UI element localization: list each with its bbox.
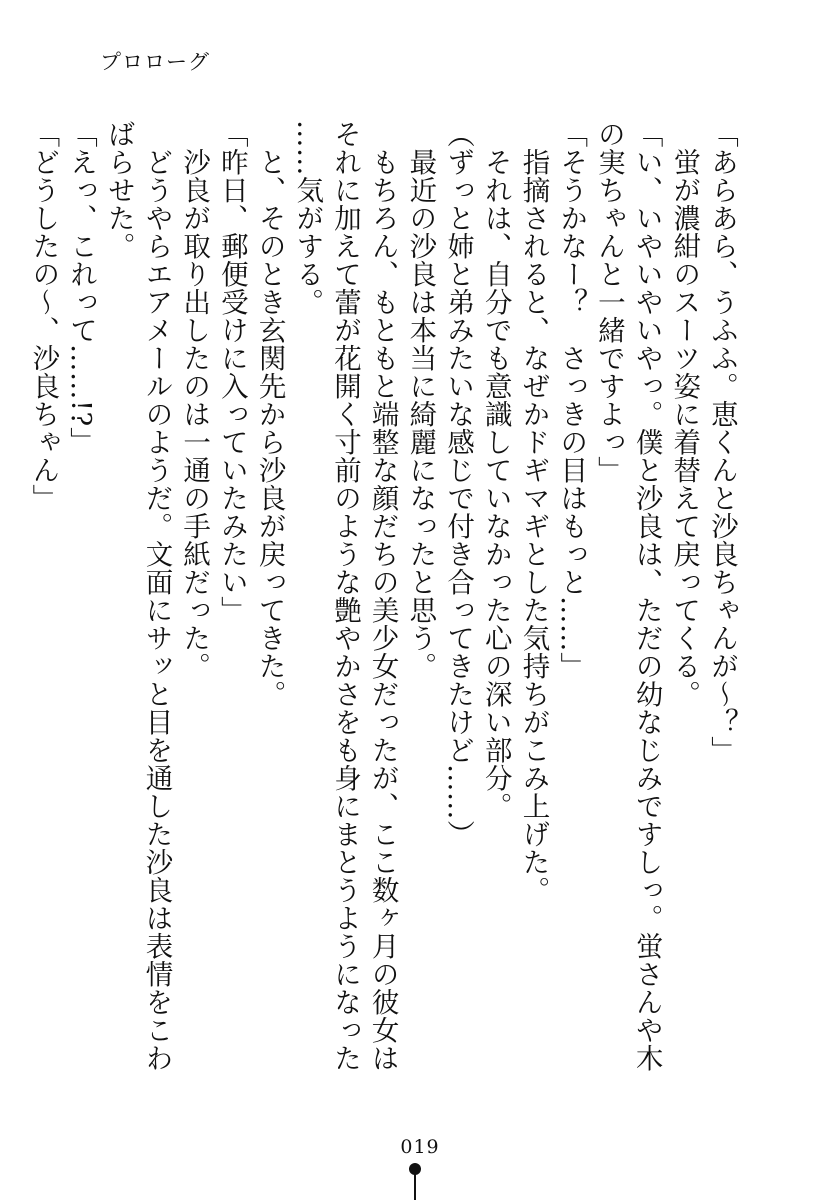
paragraph-6: それは、自分でも意識していなかった心の深い部分。 — [479, 147, 512, 820]
paragraph-9: もちろん、もともと端整な顔だちの美少女だったが、ここ数ヶ月の彼女はそれに加えて蕾が花開く寸前のような艶やかさをも身にまとうようになった……気がする。 — [291, 120, 399, 1072]
paragraph-13: どうやらエアメールのようだ。文面にサッと目を通した沙良は表情をこわばらせた。 — [102, 120, 173, 1072]
paragraph-14: 「えっ、これって……!?」 — [65, 120, 98, 455]
paragraph-3: 「い、いやいやいやっ。僕と沙良は、ただの幼なじみですしっ。蛍さんや木の実ちゃんと一緒ですよっ」 — [592, 120, 663, 1072]
paragraph-1: 「あらあら、うふふ。恵くんと沙良ちゃんが〜？」 — [706, 120, 738, 764]
page-number: 019 — [400, 1136, 440, 1158]
paragraph-8: 最近の沙良は本当に綺麗になったと思う。 — [404, 147, 437, 680]
paragraph-4: 「そうかなー？ さっきの目はもっと……」 — [555, 120, 588, 680]
folio-line-ornament — [414, 1170, 416, 1200]
paragraph-15: 「どうしたの〜、沙良ちゃん」 — [27, 120, 60, 512]
paragraph-2: 蛍が濃紺のスーツ姿に着替えて戻ってくる。 — [668, 147, 701, 708]
paragraph-10: と、そのとき玄関先から沙良が戻ってきた。 — [253, 147, 286, 708]
paragraph-12: 沙良が取り出したのは一通の手紙だった。 — [178, 147, 211, 680]
chapter-title: プロローグ — [100, 50, 210, 74]
paragraph-11: 「昨日、郵便受けに入っていたみたい」 — [215, 120, 248, 624]
paragraph-7: （ずっと姉と弟みたいな感じで付き合ってきたけど……） — [442, 120, 475, 848]
vertical-text-body — [27, 120, 740, 1080]
paragraph-5: 指摘されると、なぜかドギマギとした気持ちがこみ上げた。 — [517, 147, 550, 904]
